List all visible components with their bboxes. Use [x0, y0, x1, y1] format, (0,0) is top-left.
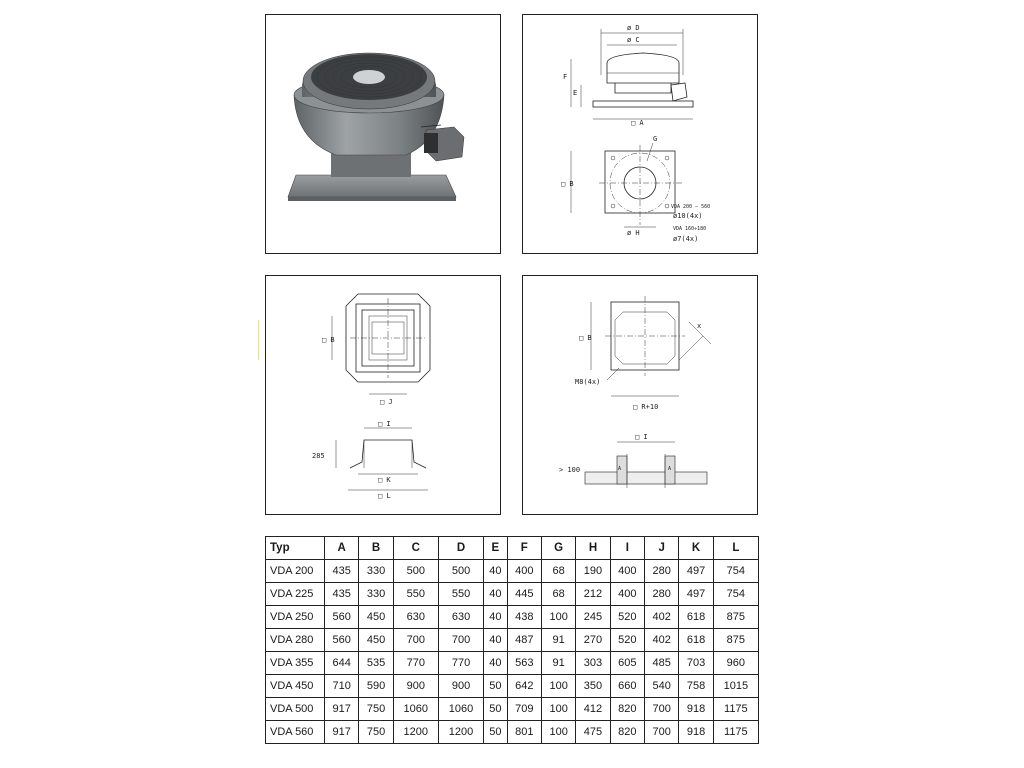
dimension-cell: 190 — [576, 560, 610, 583]
dimension-cell: 758 — [679, 675, 713, 698]
column-header: D — [438, 537, 483, 560]
table-row — [266, 583, 759, 606]
roof-opening-drawing-panel — [522, 275, 758, 515]
dimension-cell: 350 — [576, 675, 610, 698]
dimension-cell: 485 — [645, 652, 679, 675]
column-header: L — [713, 537, 758, 560]
dimension-cell: 540 — [645, 675, 679, 698]
dimension-cell: 520 — [610, 629, 644, 652]
dimension-cell: 700 — [645, 698, 679, 721]
dimension-cell: 500 — [393, 560, 438, 583]
label-b-right: □ B — [579, 334, 592, 342]
dimension-cell: 91 — [541, 652, 575, 675]
dimension-cell: 560 — [325, 606, 359, 629]
dimension-cell: 1175 — [713, 698, 758, 721]
column-header: J — [645, 537, 679, 560]
dimension-table — [265, 536, 759, 744]
dimension-cell: 820 — [610, 698, 644, 721]
dimension-cell: 50 — [484, 675, 508, 698]
model-cell: VDA 560 — [266, 721, 325, 744]
column-header: B — [359, 537, 393, 560]
dimension-cell: 560 — [325, 629, 359, 652]
label-j: □ J — [380, 398, 393, 406]
dimension-cell: 50 — [484, 721, 508, 744]
label-f: F — [563, 73, 568, 81]
dimension-cell: 1200 — [393, 721, 438, 744]
dimension-cell: 618 — [679, 629, 713, 652]
label-e: E — [573, 89, 578, 97]
label-vda-range2: VDA 160÷180 — [673, 226, 707, 232]
dimension-cell: 40 — [484, 629, 508, 652]
dimension-cell: 497 — [679, 583, 713, 606]
dimension-cell: 660 — [610, 675, 644, 698]
dimension-cell: 918 — [679, 698, 713, 721]
dimension-cell: 801 — [507, 721, 541, 744]
column-header: I — [610, 537, 644, 560]
dimension-cell: 40 — [484, 583, 508, 606]
column-header: A — [325, 537, 359, 560]
dimension-cell: 445 — [507, 583, 541, 606]
label-l: □ L — [378, 492, 391, 500]
label-a-small-1: A — [618, 466, 622, 472]
dimension-cell: 754 — [713, 583, 758, 606]
dimension-cell: 100 — [541, 698, 575, 721]
dimension-cell: 605 — [610, 652, 644, 675]
dimension-cell: 330 — [359, 583, 393, 606]
column-header: H — [576, 537, 610, 560]
model-cell: VDA 355 — [266, 652, 325, 675]
table-row — [266, 606, 759, 629]
dimension-cell: 1200 — [438, 721, 483, 744]
model-cell: VDA 280 — [266, 629, 325, 652]
dimension-cell: 500 — [438, 560, 483, 583]
dimension-cell: 40 — [484, 652, 508, 675]
dimension-cell: 820 — [610, 721, 644, 744]
product-photo-panel — [265, 14, 501, 254]
table-row — [266, 675, 759, 698]
dimension-cell: 400 — [507, 560, 541, 583]
dimension-cell: 50 — [484, 698, 508, 721]
roof-opening-drawing — [523, 276, 757, 514]
dimension-cell: 100 — [541, 606, 575, 629]
dimension-cell: 400 — [610, 560, 644, 583]
model-cell: VDA 200 — [266, 560, 325, 583]
model-cell: VDA 225 — [266, 583, 325, 606]
label-k: □ K — [378, 476, 391, 484]
dimension-cell: 402 — [645, 606, 679, 629]
label-a-small-2: A — [668, 466, 672, 472]
dimension-cell: 900 — [438, 675, 483, 698]
label-285: 285 — [312, 452, 325, 460]
table-header-row — [266, 537, 759, 560]
base-drawing-panel — [265, 275, 501, 515]
label-h: ø H — [627, 229, 640, 237]
dimension-cell: 450 — [359, 629, 393, 652]
dimension-cell: 563 — [507, 652, 541, 675]
dimension-cell: 770 — [393, 652, 438, 675]
dimension-cell: 212 — [576, 583, 610, 606]
highlight-marker — [258, 320, 259, 360]
label-vda-range1: VDA 200 – 560 — [671, 204, 711, 210]
dimension-cell: 1060 — [438, 698, 483, 721]
dimension-cell: 40 — [484, 560, 508, 583]
dimension-cell: 710 — [325, 675, 359, 698]
column-header: C — [393, 537, 438, 560]
dimension-cell: 875 — [713, 606, 758, 629]
table-row — [266, 721, 759, 744]
dimension-cell: 550 — [438, 583, 483, 606]
dimension-cell: 700 — [438, 629, 483, 652]
dimension-cell: 435 — [325, 560, 359, 583]
table-row — [266, 698, 759, 721]
column-header: E — [484, 537, 508, 560]
dimension-cell: 100 — [541, 721, 575, 744]
table-row — [266, 652, 759, 675]
dimension-cell: 400 — [610, 583, 644, 606]
model-cell: VDA 500 — [266, 698, 325, 721]
model-cell: VDA 250 — [266, 606, 325, 629]
column-header: Typ — [266, 537, 325, 560]
model-cell: VDA 450 — [266, 675, 325, 698]
dimension-cell: 245 — [576, 606, 610, 629]
label-x: x — [697, 322, 702, 330]
dimension-cell: 642 — [507, 675, 541, 698]
dimension-cell: 917 — [325, 721, 359, 744]
label-i-left: □ I — [378, 420, 391, 428]
dimension-drawing-panel — [522, 14, 758, 254]
dimension-cell: 900 — [393, 675, 438, 698]
table-row — [266, 629, 759, 652]
dimension-cell: 435 — [325, 583, 359, 606]
label-d: ø D — [627, 24, 640, 32]
dimension-cell: 303 — [576, 652, 610, 675]
dimension-cell: 917 — [325, 698, 359, 721]
dimension-cell: 703 — [679, 652, 713, 675]
table-row — [266, 560, 759, 583]
base-frame-drawing — [266, 276, 500, 514]
label-b-top: □ B — [561, 180, 574, 188]
dimension-cell: 550 — [393, 583, 438, 606]
dimension-cell: 918 — [679, 721, 713, 744]
dimension-cell: 750 — [359, 698, 393, 721]
dimension-cell: 700 — [393, 629, 438, 652]
dimension-cell: 280 — [645, 583, 679, 606]
dimension-cell: 960 — [713, 652, 758, 675]
dimension-cell: 100 — [541, 675, 575, 698]
dimension-cell: 270 — [576, 629, 610, 652]
dimension-cell: 487 — [507, 629, 541, 652]
dimension-cell: 700 — [645, 721, 679, 744]
dimension-cell: 750 — [359, 721, 393, 744]
label-b-left: □ B — [322, 336, 335, 344]
dimension-cell: 330 — [359, 560, 393, 583]
dimension-cell: 1060 — [393, 698, 438, 721]
column-header: K — [679, 537, 713, 560]
label-hole1: ø10(4x) — [673, 212, 703, 220]
column-header: G — [541, 537, 575, 560]
dimension-cell: 590 — [359, 675, 393, 698]
dimension-cell: 450 — [359, 606, 393, 629]
dimension-cell: 709 — [507, 698, 541, 721]
dimension-cell: 412 — [576, 698, 610, 721]
dimension-cell: 438 — [507, 606, 541, 629]
dimension-cell: 770 — [438, 652, 483, 675]
dimension-cell: 644 — [325, 652, 359, 675]
dimension-cell: 1175 — [713, 721, 758, 744]
label-hole2: ø7(4x) — [673, 235, 699, 243]
dimension-cell: 754 — [713, 560, 758, 583]
dimension-cell: 91 — [541, 629, 575, 652]
dimension-cell: 535 — [359, 652, 393, 675]
label-gt100: > 100 — [559, 466, 581, 474]
dimension-cell: 618 — [679, 606, 713, 629]
fan-dimension-drawing — [523, 15, 757, 253]
label-c: ø C — [627, 36, 640, 44]
dimension-cell: 520 — [610, 606, 644, 629]
table-body — [266, 560, 759, 744]
label-m8: M8(4x) — [575, 378, 601, 386]
label-a: □ A — [631, 119, 644, 127]
dimension-cell: 497 — [679, 560, 713, 583]
dimension-cell: 475 — [576, 721, 610, 744]
dimension-cell: 630 — [438, 606, 483, 629]
dimension-cell: 1015 — [713, 675, 758, 698]
roof-fan-illustration — [266, 15, 500, 253]
dimension-cell: 280 — [645, 560, 679, 583]
dimension-cell: 68 — [541, 560, 575, 583]
dimension-cell: 630 — [393, 606, 438, 629]
column-header: F — [507, 537, 541, 560]
dimension-cell: 402 — [645, 629, 679, 652]
label-r10: □ R+10 — [633, 403, 659, 411]
dimension-cell: 40 — [484, 606, 508, 629]
dimension-cell: 68 — [541, 583, 575, 606]
label-i-right: □ I — [635, 433, 648, 441]
dimension-cell: 875 — [713, 629, 758, 652]
label-g: G — [653, 135, 658, 143]
